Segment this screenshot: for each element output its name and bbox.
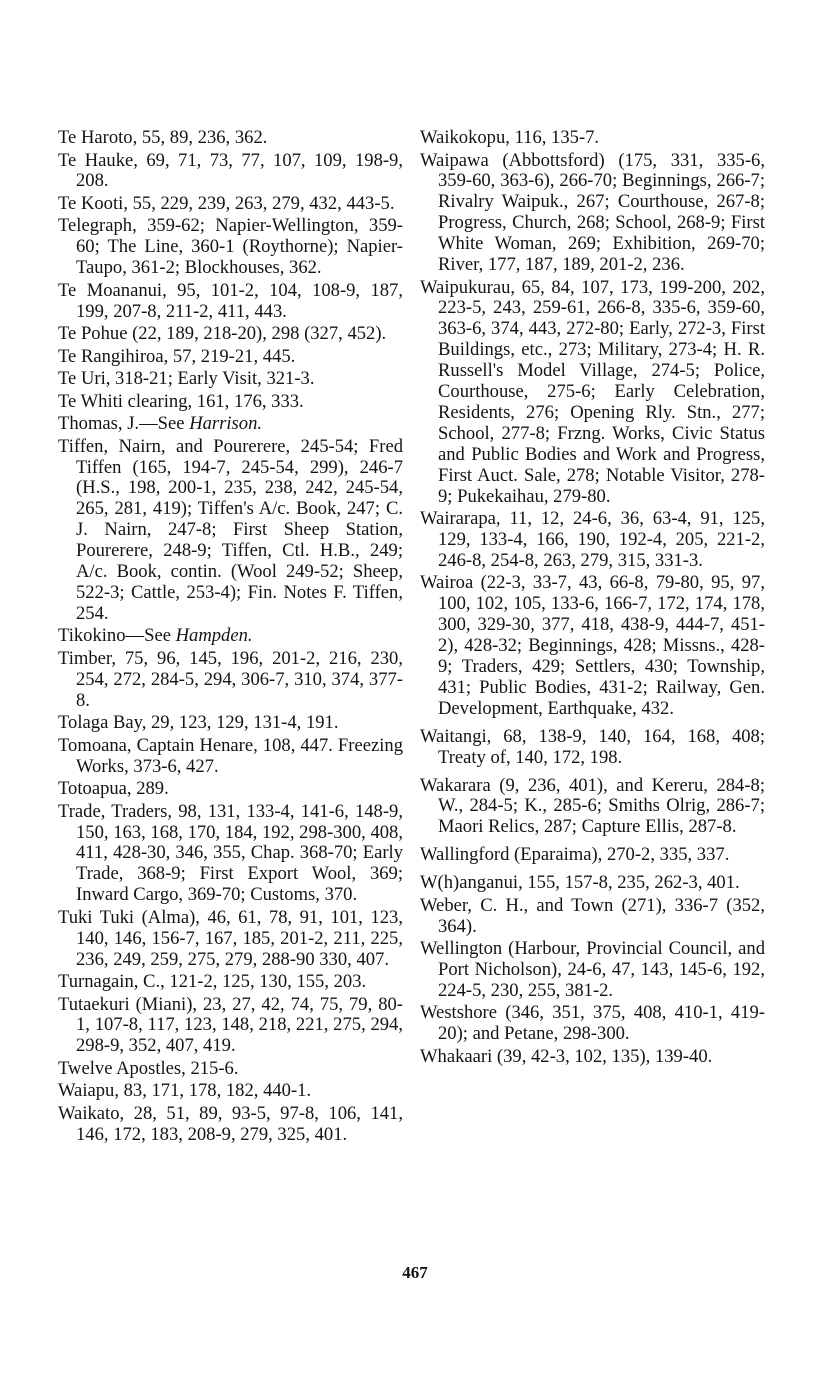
index-entry [58, 194, 403, 215]
index-entry [420, 509, 765, 572]
index-entry [420, 845, 765, 866]
index-entry-text: Totoapua, 289. [58, 778, 169, 800]
index-entry-text: Tolaga Bay, 29, 123, 129, 131-4, 191. [58, 712, 339, 734]
index-entry-text: Timber, 75, 96, 145, 196, 201-2, 216, 230, 254, 272, 284-5, 294, 306-7, 310, 374, 377-8. [58, 647, 403, 711]
index-entry-crossref: Harrison. [189, 413, 263, 435]
index-entry-text: Waiapu, 83, 171, 178, 182, 440-1. [58, 1080, 312, 1102]
index-entry-text: Te Moananui, 95, 101-2, 104, 108-9, 187, 199, 207-8, 211-2, 411, 443. [58, 279, 403, 322]
index-entry-text: Waitangi, 68, 138-9, 140, 164, 168, 408; Treaty of, 140, 172, 198. [420, 725, 765, 768]
index-entry-text: Waikokopu, 116, 135-7. [420, 127, 600, 148]
index-entry [420, 128, 765, 149]
index-entry [58, 1059, 403, 1080]
index-entry-text: Whakaari (39, 42-3, 102, 135), 139-40. [420, 1045, 713, 1067]
index-column-left [58, 128, 403, 1147]
index-entry [58, 626, 403, 647]
index-entry-text: Telegraph, 359-62; Napier-Wellington, 359-60; The Line, 360-1 (Roythorne); Napier-Taupo, 361-2; Blockhouses, 362. [58, 215, 403, 279]
index-entry-text: Thomas, J.—See [58, 413, 190, 435]
index-entry [58, 713, 403, 734]
index-entry-text: Wairoa (22-3, 33-7, 43, 66-8, 79-80, 95, 97, 100, 102, 105, 133-6, 166-7, 172, 174, 178, 300, 329-30, 377, 418, 438-9, 444-7, 451-2), 428-32; Beginnings, 428; Missns., 428-9; Traders, 429; Settlers, 430; Township, 431; Public Bodies, 431-2; Railway, Gen. Development, Earthquake, 432. [420, 572, 765, 719]
index-entry [58, 151, 403, 193]
index-entry [58, 128, 403, 149]
index-entry-text: Waipawa (Abbottsford) (175, 331, 335-6, 359-60, 363-6), 266-70; Beginnings, 266-7; Rivalry Waipuk., 267; Courthouse, 267-8; Progress, Church, 268; School, 268-9; First White Woman, 269; Exhibition, 269-70; River, 177, 187, 189, 201-2, 236. [420, 149, 765, 276]
index-entry [420, 573, 765, 719]
index-entry [420, 873, 765, 894]
index-entry [58, 736, 403, 778]
index-entry-text: Tutaekuri (Miani), 23, 27, 42, 74, 75, 79, 80-1, 107-8, 117, 123, 148, 218, 221, 275, 294, 298-9, 352, 407, 419. [58, 993, 403, 1057]
index-entry-text: Te Uri, 318-21; Early Visit, 321-3. [58, 368, 315, 390]
index-entry [420, 1047, 765, 1068]
index-entry [58, 1081, 403, 1102]
index-entry [58, 216, 403, 279]
index-entry-text: Te Kooti, 55, 229, 239, 263, 279, 432, 443-5. [58, 192, 395, 214]
index-entry [420, 896, 765, 938]
index-entry-text: Tomoana, Captain Henare, 108, 447. Freezing Works, 373-6, 427. [58, 734, 403, 777]
index-entry [58, 347, 403, 368]
index-entry [58, 908, 403, 971]
index-entry [58, 995, 403, 1058]
index-entry-text: W(h)anganui, 155, 157-8, 235, 262-3, 401. [420, 872, 740, 894]
index-entry-text: Tikokino—See [58, 625, 176, 647]
index-entry [58, 779, 403, 800]
index-entry [58, 414, 403, 435]
index-entry-text: Weber, C. H., and Town (271), 336-7 (352, 364). [420, 894, 765, 937]
index-entry-text: Te Whiti clearing, 161, 176, 333. [58, 390, 304, 412]
index-entry-text: Wallingford (Eparaima), 270-2, 335, 337. [420, 844, 730, 866]
index-entry-text: Trade, Traders, 98, 131, 133-4, 141-6, 148-9, 150, 163, 168, 170, 184, 192, 298-300, 408, 411, 428-30, 346, 355, Chap. 368-70; Early Trade, 368-9; First Export Wool, 369; Inward Cargo, 369-70; Customs, 370. [58, 800, 403, 906]
index-entry-text: Te Hauke, 69, 71, 73, 77, 107, 109, 198-9, 208. [58, 149, 403, 192]
index-entry-text: Westshore (346, 351, 375, 408, 410-1, 419-20); and Petane, 298-300. [420, 1002, 765, 1045]
index-entry [58, 972, 403, 993]
index-entry [58, 392, 403, 413]
index-entry-text: Tuki Tuki (Alma), 46, 61, 78, 91, 101, 123, 140, 146, 156-7, 167, 185, 201-2, 211, 225, 236, 249, 259, 275, 279, 288-90 330, 407. [58, 906, 403, 970]
index-entry [420, 939, 765, 1002]
index-entry-text: Turnagain, C., 121-2, 125, 130, 155, 203. [58, 971, 367, 993]
index-entry [420, 1003, 765, 1045]
index-entry-text: Wakarara (9, 236, 401), and Kereru, 284-8; W., 284-5; K., 285-6; Smiths Olrig, 286-7; Maori Relics, 287; Capture Ellis, 287-8. [420, 774, 765, 838]
index-entry [420, 776, 765, 839]
index-entry [420, 278, 765, 508]
index-entry [420, 151, 765, 276]
index-entry-crossref: Hampden. [175, 625, 253, 647]
index-entry-text: Te Haroto, 55, 89, 236, 362. [58, 127, 268, 148]
index-entry [58, 369, 403, 390]
index-entry [58, 802, 403, 907]
index-entry-text: Wairarapa, 11, 12, 24-6, 36, 63-4, 91, 125, 129, 133-4, 166, 190, 192-4, 205, 221-2, 246-8, 254-8, 263, 279, 315, 331-3. [420, 508, 765, 571]
index-entry [58, 649, 403, 712]
index-entry-text: Waikato, 28, 51, 89, 93-5, 97-8, 106, 141, 146, 172, 183, 208-9, 279, 325, 401. [58, 1102, 403, 1145]
index-entry [58, 281, 403, 323]
index-entry-text: Twelve Apostles, 215-6. [58, 1057, 239, 1079]
index-entry [58, 437, 403, 625]
index-entry-text: Tiffen, Nairn, and Pourerere, 245-54; Fred Tiffen (165, 194-7, 245-54, 299), 246-7 (H.S., 198, 200-1, 235, 238, 242, 245-54, 265, 281, 419); Tiffen's A/c. Book, 247; C. J. Nairn, 247-8; First Sheep Station, Pourerere, 248-9; Tiffen, Ctl. H.B., 249; A/c. Book, contin. (Wool 249-52; Sheep, 522-3; Cattle, 253-4); Fin. Notes F. Tiffen, 254. [58, 435, 403, 624]
index-entry-text: Waipukurau, 65, 84, 107, 173, 199-200, 202, 223-5, 243, 259-61, 266-8, 335-6, 359-60, 363-6, 374, 443, 272-80; Early, 272-3, First Buildings, etc., 273; Military, 273-4; H. R. Russell's Model Village, 274-5; Police, Courthouse, 275-6; Early Celebration, Residents, 276; Opening Rly. Stn., 277; School, 277-8; Frzng. Works, Civic Status and Public Bodies and Work and Progress, First Auct. Sale, 278; Notable Visitor, 278-9; Pukekaihau, 279-80. [420, 276, 765, 507]
index-entry [58, 1104, 403, 1146]
index-column-right [420, 128, 765, 1069]
index-entry-text: Te Rangihiroa, 57, 219-21, 445. [58, 345, 296, 367]
index-entry [58, 324, 403, 345]
index-entry-text: Wellington (Harbour, Provincial Council, and Port Nicholson), 24-6, 47, 143, 145-6, 192, 224-5, 230, 255, 381-2. [420, 938, 765, 1001]
index-entry [420, 727, 765, 769]
page-number: 467 [402, 1263, 428, 1282]
index-entry-text: Te Pohue (22, 189, 218-20), 298 (327, 452). [58, 323, 387, 345]
